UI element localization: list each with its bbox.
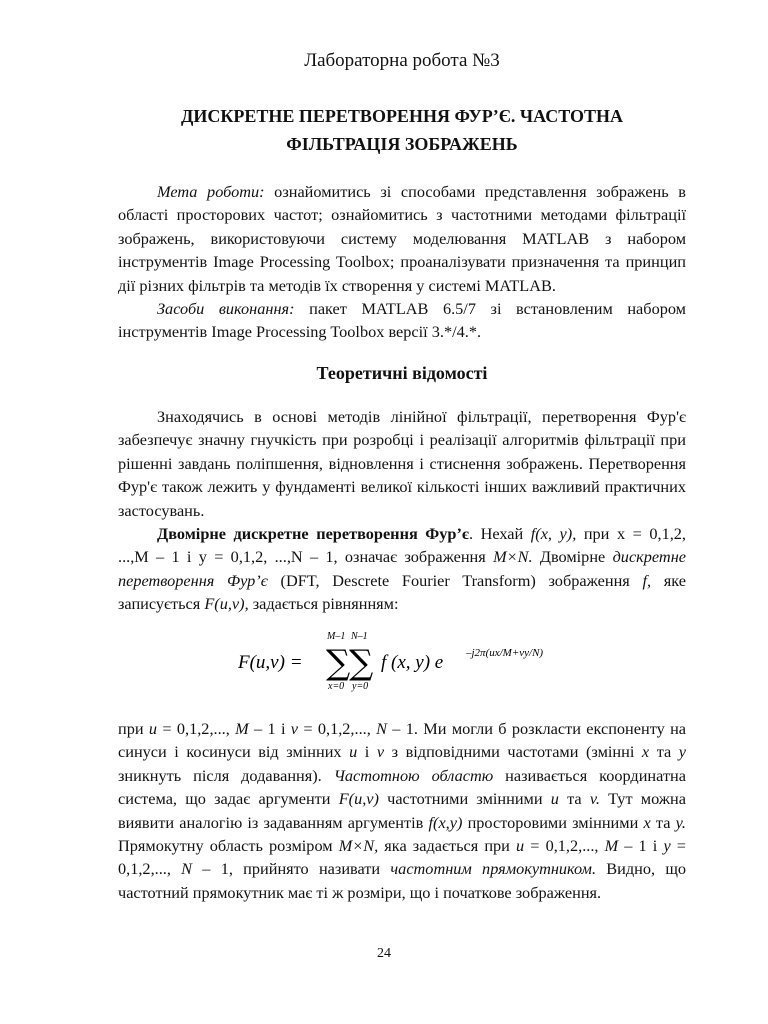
- dft-formula: [238, 630, 578, 694]
- var-u: u: [349, 742, 358, 762]
- goal-label: Мета роботи:: [157, 182, 265, 201]
- var-x: x: [643, 812, 651, 832]
- var-u: u: [148, 719, 158, 738]
- text-run: зникнуть після додавання).: [118, 765, 334, 785]
- sum-2-lower: y=0: [352, 681, 369, 692]
- page-number: 24: [377, 946, 391, 961]
- var-u: u: [550, 789, 559, 809]
- var-x: x: [641, 742, 650, 762]
- sum-1-upper: M–1: [327, 631, 346, 642]
- theory-section: [118, 405, 686, 616]
- text-run: та: [650, 812, 676, 832]
- formula-body: f (x, y) e: [381, 652, 444, 673]
- tools-label: Засоби виконання:: [157, 299, 295, 319]
- text-run: і: [357, 742, 377, 762]
- text-run: частотними змінними: [378, 789, 551, 809]
- main-title-line-1: ДИСКРЕТНЕ ПЕРЕТВОРЕННЯ ФУР’Є. ЧАСТОТНА: [180, 106, 624, 126]
- text-run: називається координатна система, що задає аргументи: [118, 765, 686, 809]
- text-run: Видно, що частотний прямокутник має ті ж розміри, що і початкове зображення.: [118, 859, 687, 902]
- var-u: u: [516, 836, 525, 856]
- formula-exponent: –j2π(ux/M+vy/N): [466, 647, 544, 659]
- text-run: задається рівнянням:: [248, 594, 399, 614]
- sum-1-lower: x=0: [328, 681, 345, 692]
- text-run: при x = 0,1,2, ...,M – 1 і y = 0,1,2, ...,N – 1, означає зображення: [118, 524, 686, 567]
- var-v: v: [290, 719, 299, 738]
- goal-text: ознайомитись зі способами представлення зображень в області просторових частот; ознайомитись з частотними методами фільтрації зображень, використовуючи систему моделювання MATLAB з набором інструментів Image Processing Toolbox; проаналізувати призначення та принцип дії різних фільтрів та методів їх створення у системі MATLAB.: [118, 182, 686, 295]
- text-run: при: [118, 719, 149, 738]
- sum-2-upper: N–1: [351, 631, 368, 642]
- fuv-term: F(u,v): [338, 789, 379, 809]
- text-run: (DFT, Descrete Fourier Transform) зображення: [267, 570, 643, 590]
- tools-text: пакет MATLAB 6.5/7 зі встановленим набором інструментів Image Processing Toolbox версії 3.*/4.*.: [118, 299, 686, 342]
- dft-term: дискретне перетворення Фур’є: [118, 547, 686, 590]
- var-y: y: [678, 742, 687, 762]
- text-run: Тут можна виявити аналогію із задаванням аргументів: [118, 789, 686, 832]
- text-run: Двомірне: [532, 547, 613, 567]
- text-run: яка задається при: [378, 836, 517, 856]
- text-run: – 1, прийнято називати: [192, 859, 391, 879]
- text-run: з відповідними частотами (змінні: [384, 742, 642, 762]
- fxy-term: f(x, y),: [530, 524, 577, 544]
- var-n: N: [376, 719, 387, 738]
- frequency-paragraph: [118, 717, 686, 904]
- fxy-term: f(x,y): [428, 812, 463, 832]
- text-run: = 0,1,2,...,: [157, 719, 236, 738]
- text-run: = 0,1,2,...,: [298, 719, 377, 738]
- formula-lhs: F(u,v) =: [238, 652, 303, 673]
- text-run: = 0,1,2,...,: [118, 836, 686, 879]
- text-run: = 0,1,2,...,: [524, 836, 605, 856]
- frequency-domain-term: Частотною областю: [333, 765, 494, 785]
- var-y: y.: [675, 812, 686, 832]
- main-title: [118, 102, 686, 158]
- var-y: y: [663, 836, 671, 856]
- text-run: просторовими змінними: [462, 812, 644, 832]
- dft-heading: Двомірне дискретне перетворення Фур’є: [157, 524, 469, 544]
- dft-intro-paragraph: [118, 522, 686, 616]
- main-title-line-2: ФІЛЬТРАЦІЯ ЗОБРАЖЕНЬ: [286, 134, 518, 154]
- fuv-term: F(u,v),: [204, 594, 249, 614]
- var-m: M: [604, 836, 619, 856]
- text-run: та: [649, 742, 679, 762]
- frequency-domain-section: [118, 717, 686, 904]
- frequency-rectangle-term: частотним прямокутником.: [390, 859, 597, 879]
- text-run: – 1 і: [618, 836, 664, 856]
- theory-heading: Теоретичні відомості: [316, 363, 488, 383]
- lab-title: Лабораторна робота №3: [304, 50, 500, 71]
- sum-1-sigma: ∑: [326, 643, 351, 683]
- text-run: – 1 і: [248, 719, 291, 738]
- goal-section: [118, 180, 686, 344]
- goal-paragraph: [118, 180, 686, 297]
- var-v: v.: [589, 789, 600, 809]
- var-m: M: [235, 719, 249, 738]
- tools-paragraph: [118, 297, 686, 344]
- mn-term: M×N.: [493, 547, 533, 567]
- mn-term: M×N,: [338, 836, 379, 856]
- text-run: Прямокутну область розміром: [118, 836, 339, 856]
- text-run: – 1. Ми могли б розкласти експоненту на синуси і косинуси від змінних: [118, 719, 687, 762]
- text-run: та: [558, 789, 590, 809]
- sum-2-sigma: ∑: [349, 643, 374, 683]
- theory-paragraph-1: Знаходячись в основі методів лінійної фільтрації, перетворення Фур'є забезпечує значну гнучкість при розробці і реалізації алгоритмів фільтрації при рішенні завдань поліпшення, відновлення і стиснення зображень. Перетворення Фур'є також лежить у фундаменті великої кількості інших важливий практичних застосувань.: [118, 407, 686, 520]
- text-run: . Нехай: [468, 524, 531, 544]
- f-term: f,: [642, 570, 652, 590]
- var-n: N: [181, 859, 193, 879]
- var-v: v: [376, 742, 385, 762]
- text-run: яке записується: [118, 570, 686, 614]
